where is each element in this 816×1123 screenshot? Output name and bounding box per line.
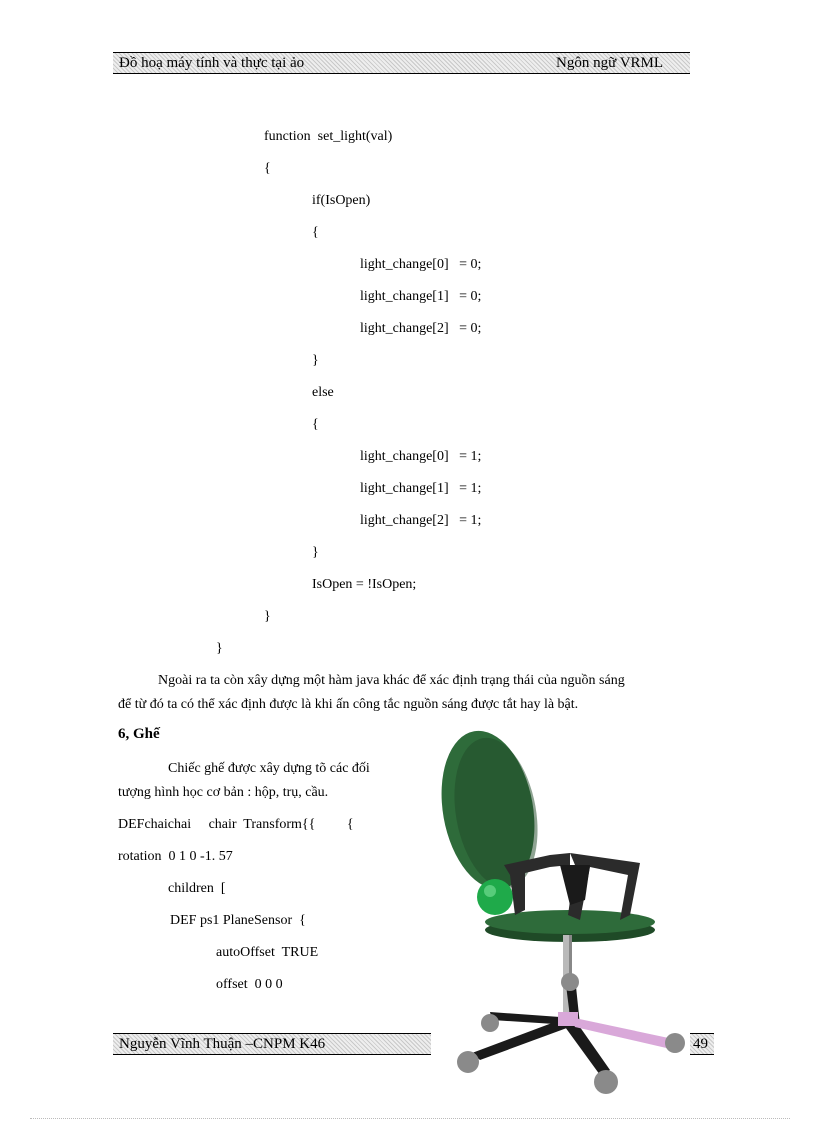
chair-ball-highlight	[484, 885, 496, 897]
section-code-line: autoOffset TRUE	[216, 945, 319, 960]
chair-base-hub	[558, 1012, 578, 1026]
code-line: function set_light(val)	[264, 129, 393, 144]
chair-wheel	[457, 1051, 479, 1073]
chair-armrest-mid	[560, 865, 590, 905]
code-line: light_change[0] = 0;	[360, 257, 482, 272]
code-line: }	[312, 353, 319, 368]
chair-wheel	[665, 1033, 685, 1053]
section-code-line: offset 0 0 0	[216, 977, 283, 992]
chair-wheel	[481, 1014, 499, 1032]
code-line: }	[312, 545, 319, 560]
footer-band	[113, 1033, 431, 1055]
chair-wheel	[594, 1070, 618, 1094]
page-header	[113, 52, 690, 74]
code-line: light_change[2] = 1;	[360, 513, 482, 528]
code-line: light_change[0] = 1;	[360, 449, 482, 464]
page-bottom-edge	[30, 1118, 790, 1119]
code-line: light_change[1] = 1;	[360, 481, 482, 496]
paragraph-line-2: để từ đó ta có thể xác định được là khi ấn công tắc nguồn sáng được tắt hay là bật.	[118, 697, 579, 712]
code-line: if(IsOpen)	[312, 193, 371, 208]
code-line: {	[264, 161, 271, 176]
paragraph-line-1: Ngoài ra ta còn xây dựng một hàm java khác để xác định trạng thái của nguồn sáng	[158, 673, 625, 688]
chair-wheel	[561, 973, 579, 991]
header-left: Đồ hoạ máy tính và thực tại ảo	[119, 55, 305, 71]
chair-figure	[430, 725, 710, 1110]
code-line: }	[216, 641, 223, 656]
code-line: light_change[2] = 0;	[360, 321, 482, 336]
section-heading: 6, Ghế	[118, 726, 160, 742]
section-code-line: DEF ps1 PlaneSensor {	[170, 913, 306, 928]
code-line: }	[264, 609, 271, 624]
section-intro-line-2: tượng hình học cơ bản : hộp, trụ, cầu.	[118, 785, 329, 800]
footer-author: Nguyễn Vĩnh Thuận –CNPM K46	[119, 1036, 326, 1052]
page-number: 49	[693, 1036, 708, 1052]
chair-ball-joint	[477, 879, 513, 915]
section-intro-line-1: Chiếc ghế được xây dựng tõ các đối	[168, 761, 370, 776]
code-line: light_change[1] = 0;	[360, 289, 482, 304]
code-line: IsOpen = !IsOpen;	[312, 577, 417, 592]
section-code-line: DEFchaichai chair Transform{{ {	[118, 817, 354, 832]
code-line: else	[312, 385, 334, 400]
code-line: {	[312, 417, 319, 432]
section-code-line: rotation 0 1 0 -1. 57	[118, 849, 233, 864]
code-line: {	[312, 225, 319, 240]
header-right: Ngôn ngữ VRML	[556, 55, 664, 71]
section-code-line: children [	[168, 881, 226, 896]
